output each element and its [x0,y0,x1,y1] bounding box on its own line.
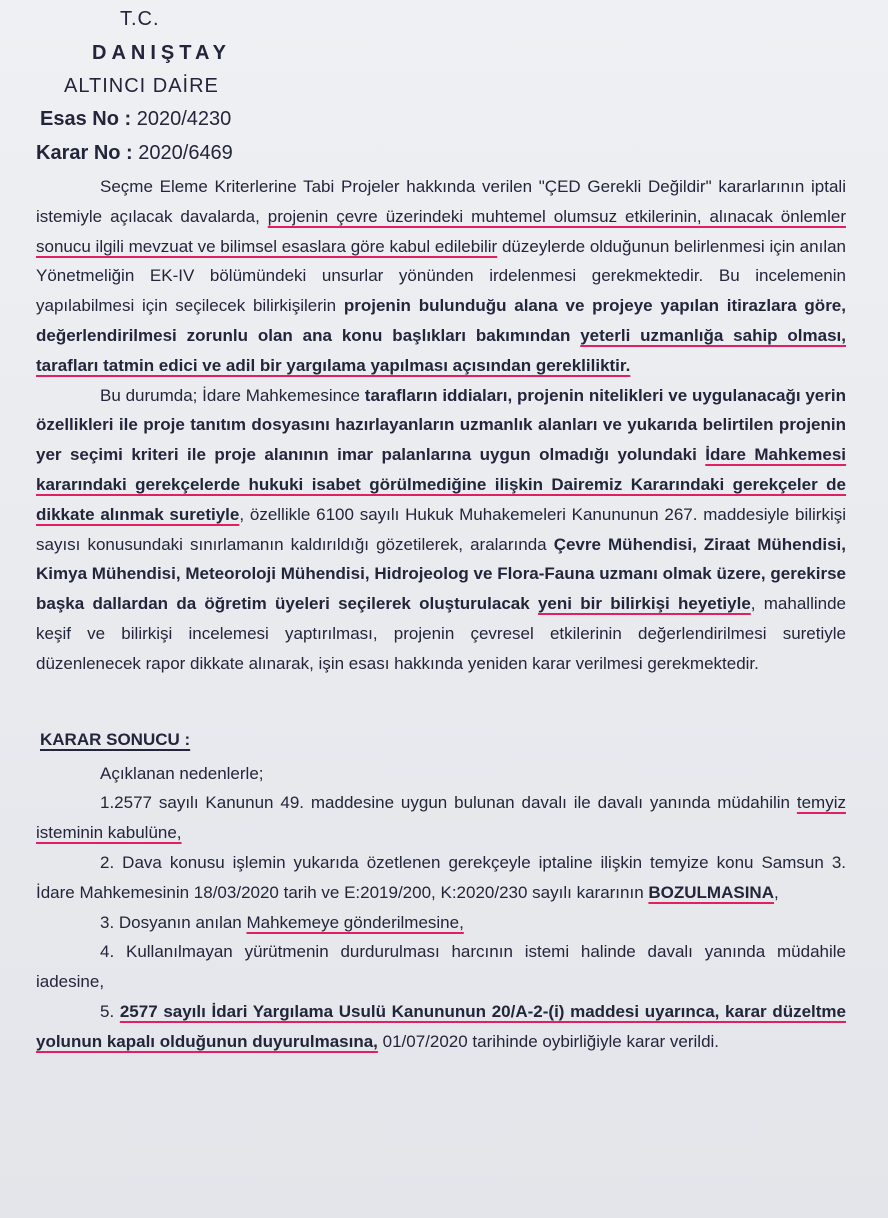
decision-item-5 [36,997,846,1057]
header-tc: T.C. [120,8,160,30]
p1-bold-underlined: yeterli uzmanlığa sahip olması, tarafları tatmin edici ve adil bir yargılama yapılması açısından gerekliliktir. [36,325,846,375]
p2-bold-underlined-2: yeni bir bilirkişi heyetiyle [537,594,751,614]
item3-underlined: Mahkemeye gönderilmesine, [246,912,464,932]
document-header [0,0,888,170]
section-gap [36,679,846,709]
p1-text-1: Seçme Eleme Kriterlerine Tabi Projeler hakkında verilen "ÇED Gerekli Değildir" kararlarının iptali istemiyle açılacak davalarda, [36,177,846,226]
p2-bold-1: tarafların iddiaları, projenin nitelikleri ve uygulanacağı yerin özellikleri ile proje tanıtım dosyasını hazırlayanların uzmanlık alanları ve yukarıda belirtilen projenin yer seçimi kriteri ile proje alanının imar palanlarına uygun olmadığı yolundaki [36,385,846,465]
esas-label: Esas No : [40,108,132,130]
item5-text: 01/07/2020 tarihinde oybirliğiyle karar verildi. [377,1031,720,1051]
header-karar-no [36,142,233,165]
item5-number: 5. [100,1001,120,1021]
paragraph-2 [36,381,846,679]
p2-bold-2: Çevre Mühendisi, Ziraat Mühendisi, Kimya Mühendisi, Meteoroloji Mühendisi, Hidrojeolog ve Flora-Fauna uzmanı olmak üzere, gerekirse başka dallardan da öğretim üyeleri seçilerek oluşturulacak [36,534,846,614]
p2-text-3: , mahallinde keşif ve bilirkişi incelemesi yaptırılması, projenin çevresel etkilerinin değerlendirilmesi suretiyle düzenlenecek rapor dikkate alınarak, işin esası hakkında yeniden karar verilmesi gerekmektedir. [36,594,846,673]
item2-bold-underlined: BOZULMASINA [648,882,774,902]
p2-text-2: , özellikle 6100 sayılı Hukuk Muhakemeleri Kanununun 267. maddesiyle bilirkişi sayısı konusundaki sınırlamanın kaldırıldığı gözetilerek, aralarında [36,504,846,554]
header-esas-no [40,108,231,131]
p2-text-1: Bu durumda; İdare Mahkemesince [100,385,365,405]
esas-value: 2020/4230 [136,108,232,130]
decision-intro: Açıklanan nedenlerle; [100,763,264,783]
p1-underlined-1: projenin çevre üzerindeki muhtemel olumsuz etkilerinin, alınacak önlemler sonucu ilgili mevzuat ve bilimsel esaslara göre kabul edilebilir [36,206,846,256]
p1-text-2: düzeylerde olduğunun belirlenmesi için anılan Yönetmeliğin EK-IV bölümündeki unsurlar yönünden irdelenmesi gerekmektedir. Bu incelemenin yapılabilmesi için seçilecek bilirkişilerin [36,236,847,316]
item2-text: 2. Dava konusu işlemin yukarıda özetlenen gerekçeyle iptaline ilişkin temyize konu Samsun 3. İdare Mahkemesinin 18/03/2020 tarih ve E:2019/200, K:2020/230 sayılı kararının [36,852,846,902]
header-chamber: ALTINCI DAİRE [64,75,219,97]
item1-underlined: temyiz isteminin kabulüne, [36,793,846,843]
item3-text: 3. Dosyanın anılan [100,912,247,932]
item5-bold-underlined: 2577 sayılı İdari Yargılama Usulü Kanununun 20/A-2-(i) maddesi uyarınca, karar düzeltme yolunun kapalı olduğunun duyurulmasına, [36,1001,846,1051]
p1-bold-1: projenin bulunduğu alana ve projeye yapılan itirazlara göre, değerlendirilmesi zorunlu olan ana konu başlıkları bakımından [36,296,846,345]
item1-text: 1.2577 sayılı Kanunun 49. maddesine uygun bulunan davalı ile davalı yanında müdahilin [100,793,797,813]
document-body [36,172,846,1057]
paragraph-1 [36,172,846,381]
decision-item-4: 4. Kullanılmayan yürütmenin durdurulması harcının istemi halinde davalı yanında müdahile iadesine, [36,942,846,992]
decision-item-2 [36,848,846,908]
karar-value: 2020/6469 [138,142,233,164]
decision-section-title: KARAR SONUCU : [40,729,191,749]
header-court-name: DANIŞTAY [92,42,231,64]
item2-comma: , [774,882,779,902]
decision-item-3 [36,908,846,938]
karar-label: Karar No : [36,142,133,164]
p2-bold-underlined-1: İdare Mahkemesi kararındaki gerekçelerde hukuki isabet görülmediğine ilişkin Dairemiz Kararındaki gerekçeler de dikkate alınmak suretiyle [36,445,847,524]
decision-item-1 [36,788,846,848]
